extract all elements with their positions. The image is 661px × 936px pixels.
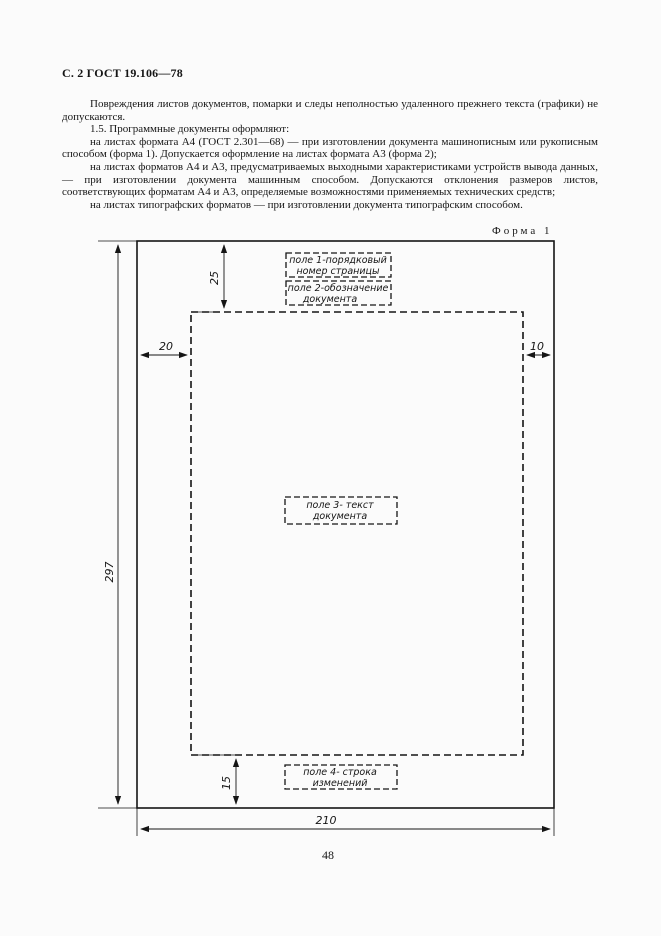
field-2-line-1: поле 2-обозначение xyxy=(287,283,389,294)
field-2-designation xyxy=(286,281,391,305)
width-dimension-label: 210 xyxy=(315,814,337,827)
top-margin-label: 25 xyxy=(208,271,221,285)
paragraph-machine: на листах форматов А4 и А3, предусматриваемых выходными характеристиками устройств вывода данных, — при изготовлении документа машинным способом. Допускаются отклонения размеров листов, соответствующих форматам А4 и А3, определяемые возможностями применяемых технических средств; xyxy=(62,160,598,199)
paragraph-typographic: на листах типографских форматов — при изготовлении документа типографским способом. xyxy=(90,198,523,211)
field-3-document-text xyxy=(285,497,397,524)
height-dimension-label: 297 xyxy=(103,561,116,583)
text-area-boundary xyxy=(191,312,523,755)
right-margin-label: 10 xyxy=(530,340,544,353)
field-4-line-1: поле 4- строка xyxy=(303,767,377,778)
field-1-line-1: поле 1-порядковый xyxy=(289,255,387,266)
field-2-line-2: документа xyxy=(302,294,358,305)
field-1-line-2: номер страницы xyxy=(296,266,380,277)
field-3-line-1: поле 3- текст xyxy=(306,500,374,511)
field-3-line-2: документа xyxy=(312,511,368,522)
page-number: 48 xyxy=(322,848,334,862)
page-header: С. 2 ГОСТ 19.106—78 xyxy=(62,66,183,80)
field-4-change-line xyxy=(285,765,397,789)
left-margin-label: 20 xyxy=(159,340,173,353)
field-1-page-number xyxy=(286,253,391,277)
form-label: Форма 1 xyxy=(492,225,553,237)
bottom-margin-label: 15 xyxy=(220,776,233,790)
paragraph-1-5: 1.5. Программные документы оформляют: xyxy=(90,123,290,136)
paragraph-damage: Повреждения листов документов, помарки и следы неполностью удаленного прежнего текста (графики) не допускаются. xyxy=(62,98,598,123)
paragraph-a4: на листах формата А4 (ГОСТ 2.301—68) — при изготовлении документа машинописным или рукописным способом (форма 1). Допускается оформление на листах формата А3 (форма 2); xyxy=(62,135,598,161)
field-4-line-2: изменений xyxy=(312,778,368,789)
